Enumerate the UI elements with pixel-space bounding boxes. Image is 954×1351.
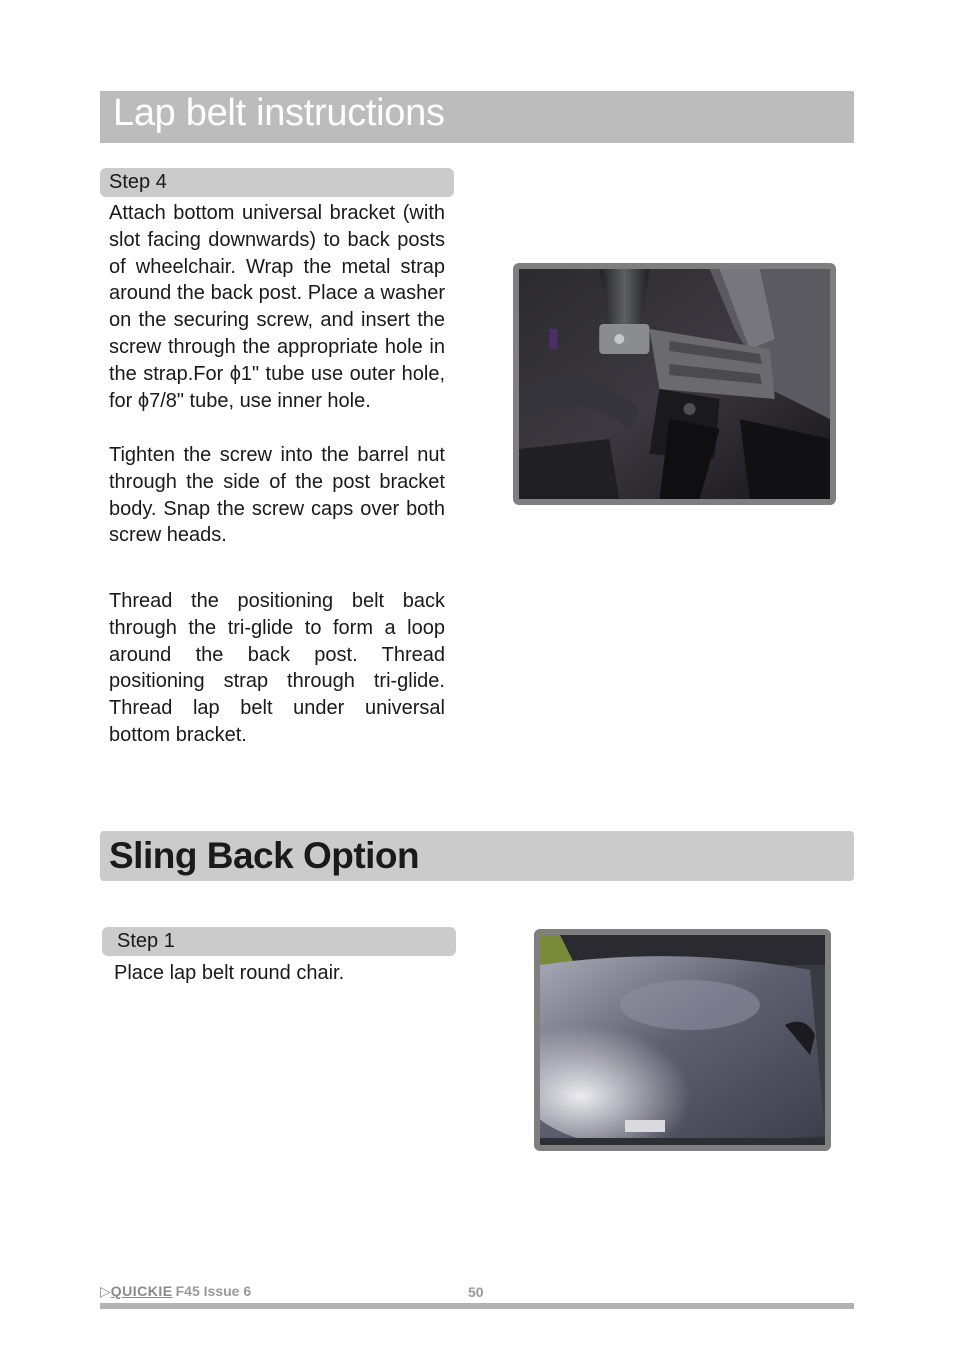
play-arrow-icon: ▷ — [100, 1283, 111, 1299]
step-4-paragraph-2: Tighten the screw into the barrel nut through the side of the post bracket body. Snap the screw caps over both screw heads. — [109, 444, 445, 547]
seat-cushion-photo — [534, 929, 831, 1151]
section-banner-sling-back — [100, 831, 854, 881]
section-title-lap-belt: Lap belt instructions — [113, 92, 445, 134]
section-title-sling-back: Sling Back Option — [109, 835, 420, 876]
step-4-paragraph-3: Thread the positioning belt back through the tri-glide to form a loop around the back post. Thread positioning strap through tri-glide. Thread lap belt under universal bottom bracket. — [109, 590, 445, 746]
footer-model-issue: F45 Issue 6 — [175, 1283, 252, 1299]
step-1-label — [102, 927, 456, 956]
step-4-label-text: Step 4 — [109, 171, 167, 193]
step-1-label-text: Step 1 — [117, 930, 175, 952]
page-number: 50 — [468, 1284, 484, 1300]
step-4-paragraph-1: Attach bottom universal bracket (with slot facing downwards) to back posts of wheelchair. Wrap the metal strap around the back post. Place a washer on the securing screw, and insert the screw through the appropriate hole in the strap.For ϕ1" tube use outer hole, for ϕ7/8" tube, use inner hole. — [109, 202, 445, 412]
footer-divider — [100, 1303, 854, 1309]
footer-brand-name: QUICKIE — [110, 1283, 173, 1299]
step-1-paragraph: Place lap belt round chair. — [114, 962, 345, 984]
seat-cushion-photo-image — [540, 935, 825, 1145]
footer-brand — [100, 1283, 251, 1300]
step-4-label — [100, 168, 454, 197]
bracket-photo-image — [519, 269, 830, 499]
bracket-photo — [513, 263, 836, 505]
section-banner-lap-belt — [100, 91, 854, 143]
